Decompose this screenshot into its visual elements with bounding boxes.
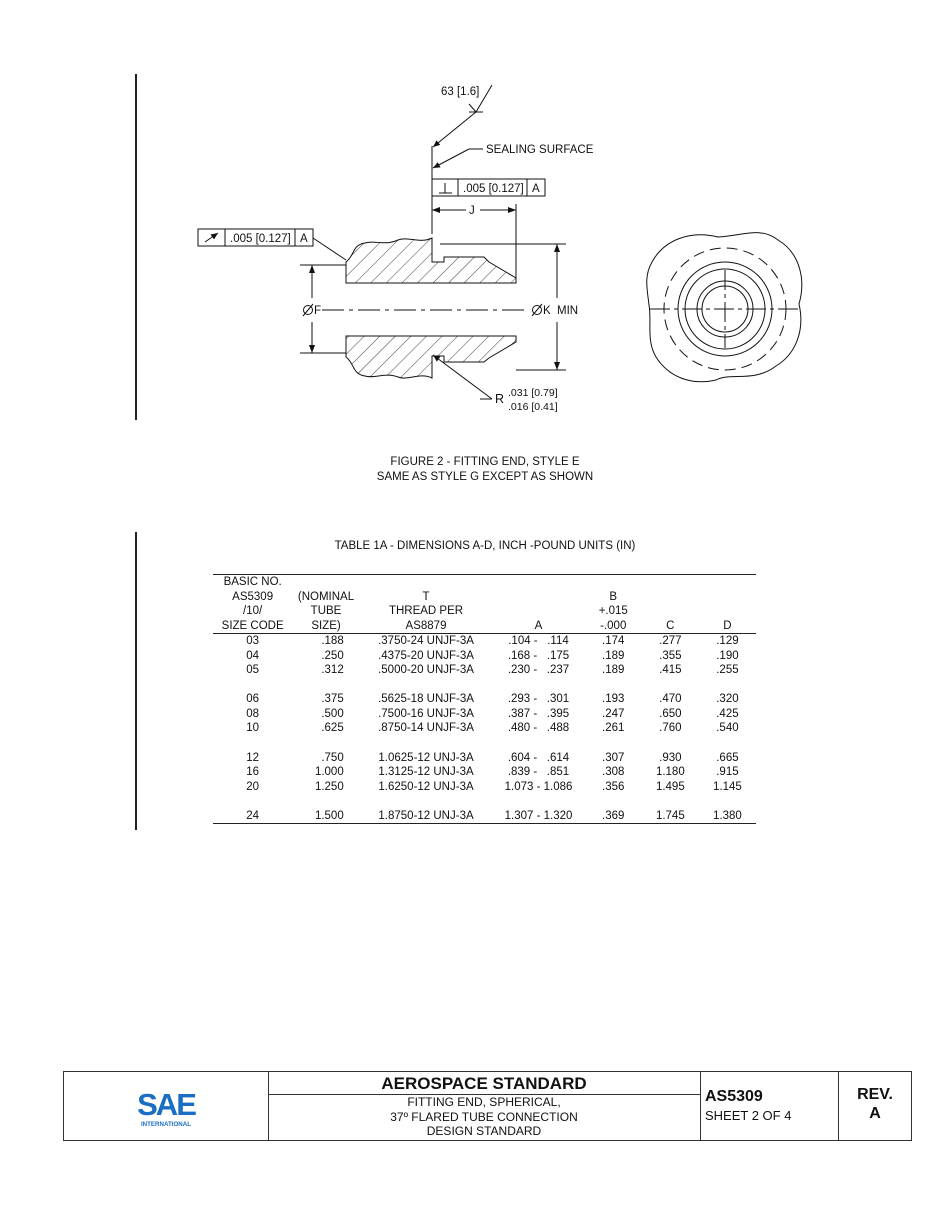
- header-c: C: [642, 575, 699, 634]
- cell-b: .369: [585, 809, 642, 824]
- radius-label: R: [495, 392, 505, 406]
- cell-size: 05: [246, 664, 260, 677]
- fitting-lower-section: [346, 336, 516, 378]
- sae-logo-mark: SAE: [137, 1087, 195, 1122]
- runout-datum: A: [300, 233, 308, 245]
- cell-b: .307: [602, 751, 625, 764]
- cell-b: .356: [602, 780, 625, 793]
- cell-c: .415: [659, 664, 682, 677]
- table-row: [213, 707, 756, 722]
- cell-a: .293 - .301: [507, 693, 570, 706]
- table-row: [213, 751, 756, 766]
- cell-thread: .3750-24 UNJF-3A: [378, 635, 474, 647]
- header-basic-3: /10/: [243, 605, 263, 617]
- document-number: AS5309: [705, 1088, 763, 1105]
- cell-thread: 1.3125-12 UNJ-3A: [378, 766, 474, 779]
- figure-caption-line1: FIGURE 2 - FITTING END, STYLE E: [390, 456, 580, 468]
- table-spacer: [213, 678, 756, 693]
- cell-b: .189: [602, 664, 625, 677]
- cell-size: 10: [246, 722, 260, 735]
- table-spacer: [213, 736, 756, 751]
- cell-thread: 1.0625-12 UNJ-3A: [378, 751, 474, 764]
- cell-d: 1.380: [699, 809, 756, 824]
- table-row: [213, 765, 756, 780]
- roughness-value: 63 [1.6]: [441, 86, 480, 98]
- cell-nominal: .375: [321, 693, 344, 706]
- dim-k-suffix: MIN: [557, 305, 579, 317]
- cell-b: .189: [602, 649, 625, 662]
- header-thread: [360, 575, 493, 634]
- header-basic-no: [213, 575, 292, 634]
- fitting-upper-section: [346, 238, 516, 283]
- cell-a: .387 - .395: [507, 707, 570, 720]
- dim-j-arrow-right: [508, 207, 516, 213]
- cell-d: .665: [716, 751, 739, 764]
- revision-value: A: [869, 1105, 881, 1122]
- cell-c: .650: [659, 707, 682, 720]
- dim-f-arrow-top: [309, 265, 315, 273]
- revision-cell: [839, 1072, 911, 1140]
- sae-logo-sub: INTERNATIONAL: [140, 1121, 192, 1128]
- cell-size: 08: [246, 707, 260, 720]
- sheet-number: SHEET 2 OF 4: [705, 1108, 792, 1123]
- description-line-1: FITTING END, SPHERICAL,: [407, 1095, 561, 1109]
- cell-thread: .5000-20 UNJF-3A: [378, 664, 474, 677]
- cell-c: 1.495: [655, 780, 685, 793]
- description-line-3: DESIGN STANDARD: [426, 1124, 542, 1138]
- cell-thread: .8750-14 UNJF-3A: [378, 722, 474, 735]
- change-bar-table: [135, 532, 137, 830]
- runout-tolerance: .005 [0.127]: [230, 233, 291, 245]
- header-nominal: [292, 575, 359, 634]
- cell-nominal: .188: [321, 635, 344, 647]
- header-basic-1: BASIC NO.: [223, 576, 282, 588]
- title-block: [63, 1071, 912, 1141]
- dim-f-label: F: [314, 305, 322, 317]
- figure-caption-line2: SAME AS STYLE G EXCEPT AS SHOWN: [376, 471, 594, 483]
- cell-nominal: .312: [321, 664, 344, 677]
- table-row: [213, 721, 756, 736]
- cell-nominal: .750: [321, 751, 344, 764]
- sealing-leader: [433, 149, 469, 168]
- header-b: [585, 575, 642, 634]
- cell-size: 24: [213, 809, 292, 824]
- sae-logo: [134, 1085, 198, 1129]
- header-b-2: +.015: [598, 605, 628, 617]
- cell-a: .168 - .175: [507, 649, 570, 662]
- roughness-leader: [433, 112, 476, 147]
- cell-nominal: 1.000: [314, 766, 344, 779]
- cell-c: 1.180: [655, 766, 685, 779]
- cell-c: .355: [659, 649, 682, 662]
- header-b-3: -.000: [600, 619, 627, 632]
- cell-thread: 1.8750-12 UNJ-3A: [360, 809, 493, 824]
- dim-j-label: J: [469, 205, 475, 217]
- logo-cell: [64, 1072, 269, 1140]
- dim-k-arrow-top: [554, 244, 560, 252]
- cell-c: .760: [659, 722, 682, 735]
- cell-a: .480 - .488: [507, 722, 570, 735]
- cell-a: .839 - .851: [507, 766, 570, 779]
- header-nominal-2: TUBE: [310, 605, 342, 617]
- runout-leader: [313, 238, 346, 260]
- cell-b: .308: [602, 766, 625, 779]
- table-row: [213, 780, 756, 795]
- header-nominal-1: (NOMINAL: [297, 590, 355, 603]
- cell-a: .604 - .614: [507, 751, 570, 764]
- radius-max: .031 [0.79]: [508, 387, 558, 399]
- cell-size: 20: [246, 780, 260, 793]
- perp-tolerance: .005 [0.127]: [463, 183, 524, 195]
- cell-nominal: 1.500: [292, 809, 359, 824]
- cell-a: .230 - .237: [507, 664, 570, 677]
- standard-title: AEROSPACE STANDARD: [268, 1072, 700, 1095]
- diameter-k-symbol: [532, 304, 542, 316]
- standard-cell: [268, 1072, 701, 1140]
- cell-size: 16: [246, 766, 260, 779]
- header-b-1: B: [609, 590, 618, 603]
- cell-b: .193: [602, 693, 625, 706]
- cell-b: .261: [602, 722, 625, 735]
- cell-c: .930: [659, 751, 682, 764]
- cell-a: .104 - .114: [508, 635, 569, 647]
- cell-d: .190: [716, 649, 739, 662]
- table-row: [213, 649, 756, 664]
- cell-d: .425: [716, 707, 739, 720]
- cell-d: 1.145: [713, 780, 742, 793]
- table-spacer: [213, 794, 756, 809]
- header-a: A: [492, 575, 584, 634]
- header-thread-1: T: [422, 590, 430, 603]
- cell-nominal: .625: [321, 722, 344, 735]
- table-row: [213, 634, 756, 649]
- diameter-f-symbol: [303, 304, 313, 316]
- standard-description: [268, 1095, 700, 1139]
- cell-d: .255: [716, 664, 739, 677]
- cell-d: .915: [716, 766, 739, 779]
- table-title: TABLE 1A - DIMENSIONS A-D, INCH -POUND UNITS (IN): [334, 540, 636, 552]
- cell-a: 1.307 - 1.320: [492, 809, 584, 824]
- cell-thread: .5625-18 UNJF-3A: [378, 693, 474, 706]
- cell-size: 03: [246, 635, 260, 647]
- perp-datum: A: [532, 183, 540, 195]
- cell-d: .129: [716, 635, 739, 647]
- cell-size: 06: [246, 693, 260, 706]
- cell-d: .320: [716, 693, 739, 706]
- fitting-end-view: [647, 233, 802, 382]
- cell-size: 04: [246, 649, 260, 662]
- cell-c: .470: [659, 693, 682, 706]
- cell-nominal: 1.250: [314, 780, 344, 793]
- cell-d: .540: [716, 722, 739, 735]
- document-cell: [701, 1072, 839, 1140]
- cell-thread: .7500-16 UNJF-3A: [378, 707, 474, 720]
- runout-frame: [198, 229, 313, 246]
- cell-b: .174: [602, 635, 625, 647]
- radius-min: .016 [0.41]: [508, 401, 558, 413]
- perpendicularity-frame: [432, 179, 545, 196]
- description-line-2: 37º FLARED TUBE CONNECTION: [390, 1109, 578, 1124]
- header-thread-3: AS8879: [405, 619, 447, 632]
- cell-size: 12: [246, 751, 260, 764]
- header-d: D: [699, 575, 756, 634]
- dim-k-label: K: [543, 305, 551, 317]
- cell-c: 1.745: [642, 809, 699, 824]
- cell-thread: 1.6250-12 UNJ-3A: [378, 780, 474, 793]
- header-thread-2: THREAD PER: [388, 605, 464, 617]
- sealing-surface-label: SEALING SURFACE: [486, 144, 594, 156]
- fitting-end-drawing: [0, 0, 950, 440]
- cell-b: .247: [602, 707, 625, 720]
- table-row: [213, 809, 756, 824]
- cell-c: .277: [659, 635, 682, 647]
- figure-caption: [0, 455, 950, 485]
- table-row: [213, 692, 756, 707]
- header-basic-2: AS5309: [232, 590, 274, 603]
- revision-label: REV.: [857, 1086, 893, 1103]
- cell-thread: .4375-20 UNJF-3A: [378, 649, 474, 662]
- header-nominal-3: SIZE): [311, 619, 341, 632]
- dim-f-arrow-bottom: [309, 345, 315, 353]
- header-basic-4: SIZE CODE: [221, 619, 284, 632]
- dim-j-arrow-left: [432, 207, 440, 213]
- cell-a: 1.073 - 1.086: [504, 780, 573, 793]
- table-header-row: [213, 575, 756, 634]
- cell-nominal: .250: [321, 649, 344, 662]
- cell-nominal: .500: [321, 707, 344, 720]
- dim-k-arrow-bottom: [554, 362, 560, 370]
- dimensions-table: [213, 574, 756, 824]
- table-row: [213, 663, 756, 678]
